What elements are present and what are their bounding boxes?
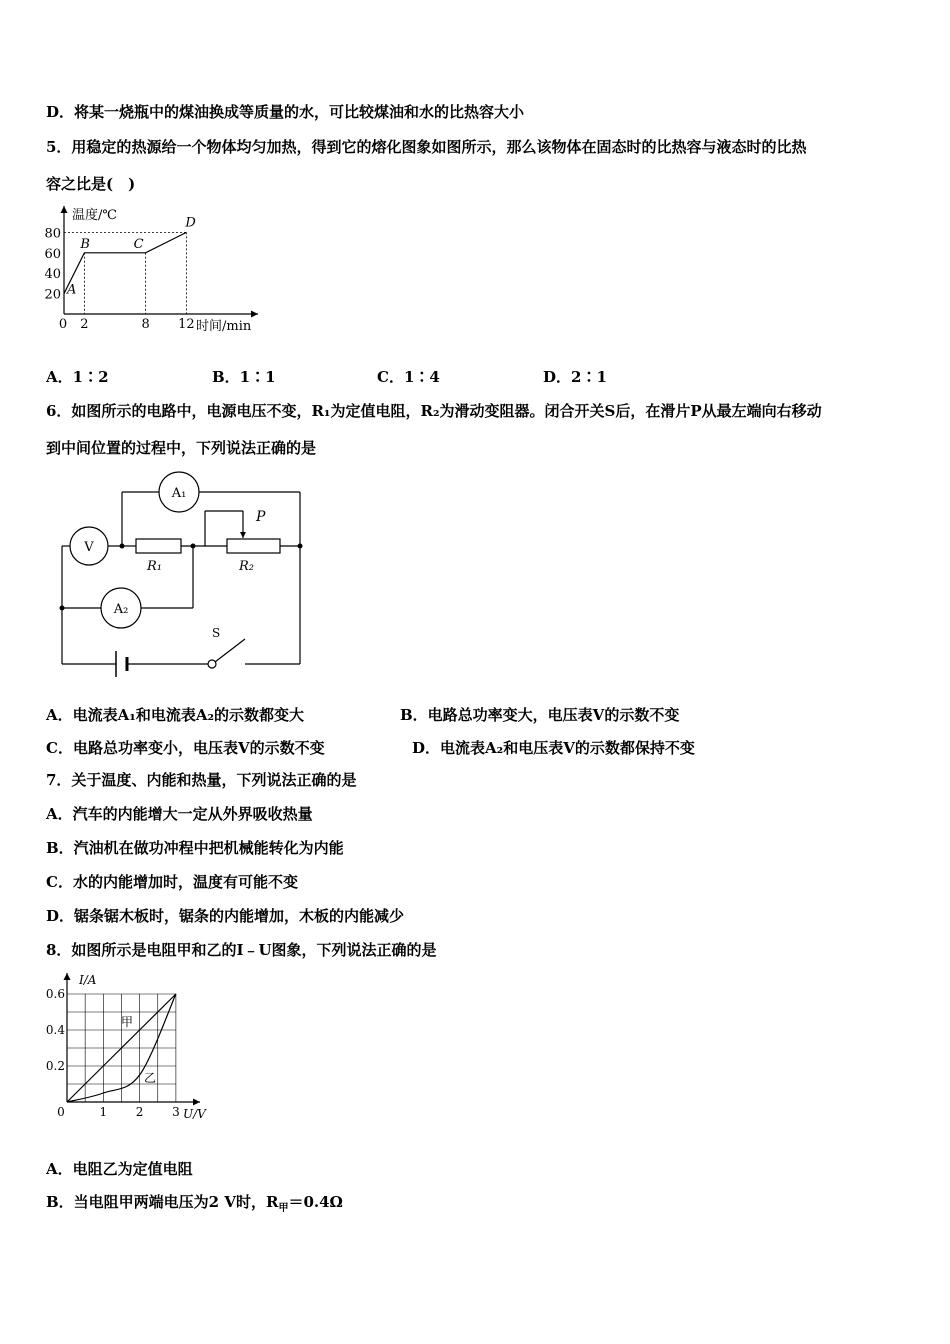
point-label: A bbox=[67, 282, 77, 298]
x-tick-label: 12 bbox=[178, 317, 195, 332]
q8-option-b[interactable] bbox=[46, 1192, 343, 1219]
x-tick-label: 8 bbox=[141, 317, 150, 332]
q5-option-d[interactable]: D．2∶1 bbox=[543, 368, 607, 386]
y-tick-label: 40 bbox=[44, 267, 61, 283]
q6-option-b[interactable]: B．电路总功率变大，电压表V的示数不变 bbox=[400, 706, 680, 724]
q8b-text: B．当电阻甲两端电压为2 V时，R bbox=[46, 1193, 279, 1211]
junction-dot bbox=[60, 606, 65, 611]
q8b-subscript: 甲 bbox=[278, 1203, 289, 1214]
x-tick-label: 2 bbox=[80, 317, 89, 332]
q4-option-d: D．将某一烧瓶中的煤油换成等质量的水，可比较煤油和水的比热容大小 bbox=[46, 103, 525, 121]
y-tick-label: 0.2 bbox=[45, 1059, 65, 1073]
q5-option-b[interactable]: B．1∶1 bbox=[212, 368, 276, 386]
y-tick-label: 80 bbox=[44, 226, 61, 242]
q8-option-a[interactable]: A．电阻乙为定值电阻 bbox=[46, 1160, 193, 1178]
iu-graph bbox=[40, 968, 230, 1128]
r2-label: R₂ bbox=[239, 559, 254, 574]
resistor-r1 bbox=[136, 539, 181, 553]
y-tick-label: 60 bbox=[44, 246, 61, 262]
x-tick-label: 3 bbox=[172, 1105, 180, 1119]
point-label: B bbox=[80, 236, 90, 252]
q7-option-c[interactable]: C．水的内能增加时，温度有可能不变 bbox=[46, 873, 298, 891]
q5-stem-line2: 容之比是( ) bbox=[46, 175, 136, 193]
a2-label: A₂ bbox=[113, 602, 129, 617]
q6-stem-line1: 6．如图所示的电路中，电源电压不变，R₁为定值电阻，R₂为滑动变阻器。闭合开关S后，在滑片P从最左端向右移动 bbox=[46, 402, 822, 420]
switch-pivot[interactable] bbox=[208, 660, 216, 668]
y-tick-label: 0.4 bbox=[45, 1023, 65, 1037]
junction-dot bbox=[120, 544, 125, 549]
junction-dot bbox=[298, 544, 303, 549]
v-label: V bbox=[84, 540, 94, 555]
circuit-diagram bbox=[55, 466, 310, 691]
a1-label: A₁ bbox=[171, 486, 187, 501]
q6-option-d[interactable]: D．电流表A₂和电压表V的示数都保持不变 bbox=[412, 739, 695, 757]
q7-option-b[interactable]: B．汽油机在做功冲程中把机械能转化为内能 bbox=[46, 839, 344, 857]
resistor-r2[interactable] bbox=[227, 539, 280, 553]
y-tick-label: 0.6 bbox=[45, 987, 65, 1001]
p-label: P bbox=[256, 509, 266, 525]
q5-option-a[interactable]: A．1∶2 bbox=[46, 368, 109, 386]
jia-label: 甲 bbox=[121, 1015, 134, 1029]
x-tick-label: 1 bbox=[99, 1105, 108, 1119]
fig5-xlabel: 时间/min bbox=[196, 319, 252, 334]
q7-option-a[interactable]: A．汽车的内能增大一定从外界吸收热量 bbox=[46, 805, 313, 823]
q6-option-a[interactable]: A．电流表A₁和电流表A₂的示数都变大 bbox=[46, 706, 305, 724]
melting-graph bbox=[38, 200, 278, 340]
point-label: C bbox=[133, 236, 144, 252]
x-tick-label: 2 bbox=[135, 1105, 144, 1119]
y-tick-label: 20 bbox=[44, 287, 61, 303]
q5-stem-line1: 5．用稳定的热源给一个物体均匀加热，得到它的熔化图象如图所示，那么该物体在固态时的比热容与液态时的比热 bbox=[46, 138, 807, 156]
junction-dot bbox=[191, 544, 196, 549]
q8-stem: 8．如图所示是电阻甲和乙的I﹣U图象，下列说法正确的是 bbox=[46, 941, 437, 959]
yi-label: 乙 bbox=[144, 1071, 157, 1085]
point-label: D bbox=[185, 215, 196, 231]
q7-stem: 7．关于温度、内能和热量，下列说法正确的是 bbox=[46, 771, 357, 789]
q5-option-c[interactable]: C．1∶4 bbox=[377, 368, 440, 386]
q7-option-d[interactable]: D．锯条锯木板时，锯条的内能增加，木板的内能减少 bbox=[46, 907, 405, 925]
fig8-ylabel: I/A bbox=[79, 973, 97, 987]
fig8-xlabel: U/V bbox=[183, 1107, 206, 1121]
s-label: S bbox=[212, 626, 221, 640]
slider-arrow[interactable] bbox=[240, 532, 246, 538]
x-tick-label: 0 bbox=[57, 1105, 65, 1119]
q8b-text-end: ＝0.4Ω bbox=[288, 1193, 343, 1211]
r1-label: R₁ bbox=[147, 559, 162, 574]
x-tick-label: 0 bbox=[58, 317, 68, 332]
fig5-ylabel: 温度/℃ bbox=[72, 208, 117, 223]
q6-stem-line2: 到中间位置的过程中，下列说法正确的是 bbox=[46, 439, 317, 457]
q6-option-c[interactable]: C．电路总功率变小，电压表V的示数不变 bbox=[46, 739, 325, 757]
